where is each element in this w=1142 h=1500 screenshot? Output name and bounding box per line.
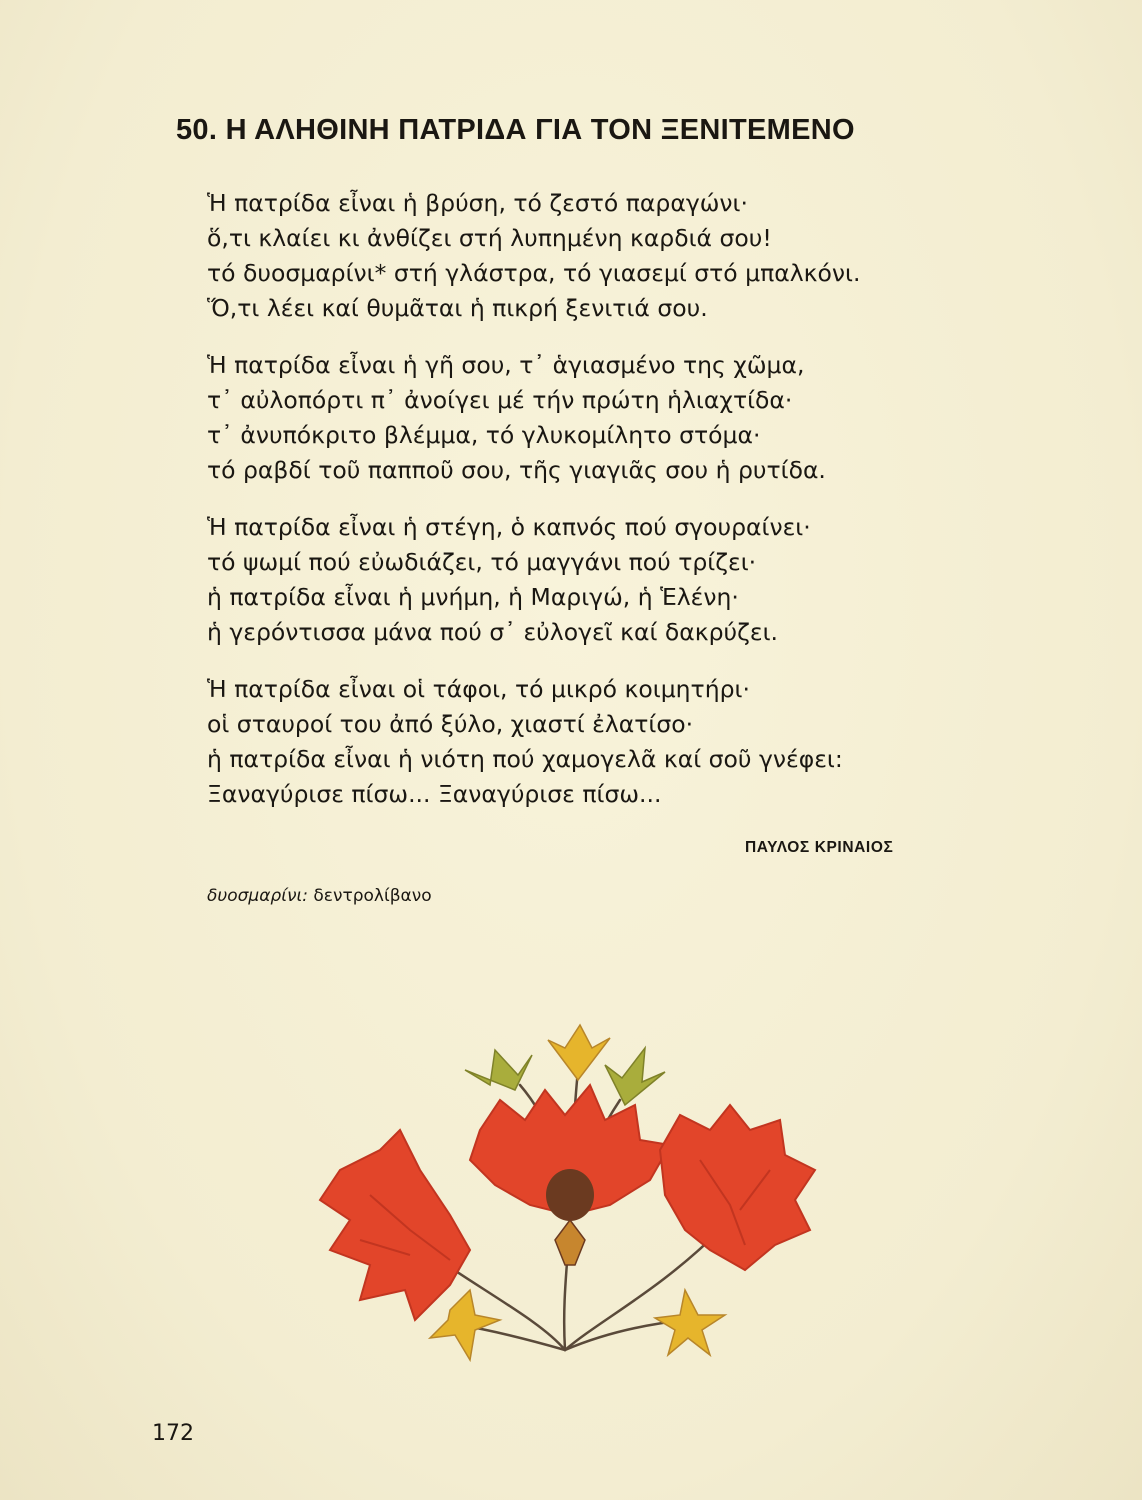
carnation-center xyxy=(470,1085,670,1265)
poem-line: τ᾿ ἀνυπόκριτο βλέμμα, τό γλυκομίλητο στόμα· xyxy=(207,421,761,449)
poem-line: Ἡ πατρίδα εἶναι ἡ γῆ σου, τ᾿ ἁγιασμένο της χῶμα, xyxy=(207,351,805,379)
poem-line: Ἡ πατρίδα εἶναι ἡ βρύση, τό ζεστό παραγώνι· xyxy=(207,189,748,217)
poem-line: οἱ σταυροί του ἀπό ξύλο, χιαστί ἐλατίσο· xyxy=(207,710,694,738)
poem-body xyxy=(207,186,967,834)
poem-line: Ἡ πατρίδα εἶναι ἡ στέγη, ὁ καπνός πού σγουραίνει· xyxy=(207,513,811,541)
poem-line: ἡ πατρίδα εἶναι ἡ μνήμη, ἡ Μαριγώ, ἡ Ἑλένη· xyxy=(207,583,739,611)
poem-line: τό ψωμί πού εὐωδιάζει, τό μαγγάνι πού τρίζει· xyxy=(207,548,757,576)
poem-line: ὅ,τι κλαίει κι ἀνθίζει στή λυπημένη καρδιά σου! xyxy=(207,224,772,252)
stanza xyxy=(207,510,967,650)
carnation-right xyxy=(660,1105,815,1270)
poem-line: Ὅ,τι λέει καί θυμᾶται ἡ πικρή ξενιτιά σου. xyxy=(207,294,708,322)
poem-line: τό δυοσμαρίνι* στή γλάστρα, τό γιασεμί στό μπαλκόνι. xyxy=(207,259,861,287)
poem-line: τό ραβδί τοῦ παπποῦ σου, τῆς γιαγιᾶς σου ἡ ρυτίδα. xyxy=(207,456,826,484)
carnation-flowers-illustration xyxy=(300,1020,840,1380)
leaf-buds xyxy=(465,1025,665,1105)
poem-line: Ξαναγύρισε πίσω... Ξαναγύρισε πίσω... xyxy=(207,780,662,808)
poem-title: 50. Η ΑΛΗΘΙΝΗ ΠΑΤΡΙΔΑ ΓΙΑ ΤΟΝ ΞΕΝΙΤΕΜΕΝΟ xyxy=(176,114,855,146)
poem-line: ἡ πατρίδα εἶναι ἡ νιότη πού χαμογελᾶ καί σοῦ γνέφει: xyxy=(207,745,843,773)
footnote xyxy=(207,886,432,906)
carnation-left xyxy=(320,1130,470,1320)
author-name: ΠΑΥΛΟΣ ΚΡΙΝΑΙΟΣ xyxy=(745,839,894,856)
poem-line: Ἡ πατρίδα εἶναι οἱ τάφοι, τό μικρό κοιμητήρι· xyxy=(207,675,750,703)
stanza xyxy=(207,672,967,812)
yellow-buds-bottom xyxy=(430,1290,725,1360)
footnote-definition: δεντρολίβανο xyxy=(313,886,432,906)
page-number: 172 xyxy=(152,1421,194,1446)
footnote-term: δυοσμαρίνι: xyxy=(207,886,308,906)
poem-line: τ᾿ αὐλοπόρτι π᾿ ἀνοίγει μέ τήν πρώτη ἡλιαχτίδα· xyxy=(207,386,793,414)
stanza xyxy=(207,348,967,488)
poem-line: ἡ γερόντισσα μάνα πού σ᾿ εὐλογεῖ καί δακρύζει. xyxy=(207,618,778,646)
stanza xyxy=(207,186,967,326)
